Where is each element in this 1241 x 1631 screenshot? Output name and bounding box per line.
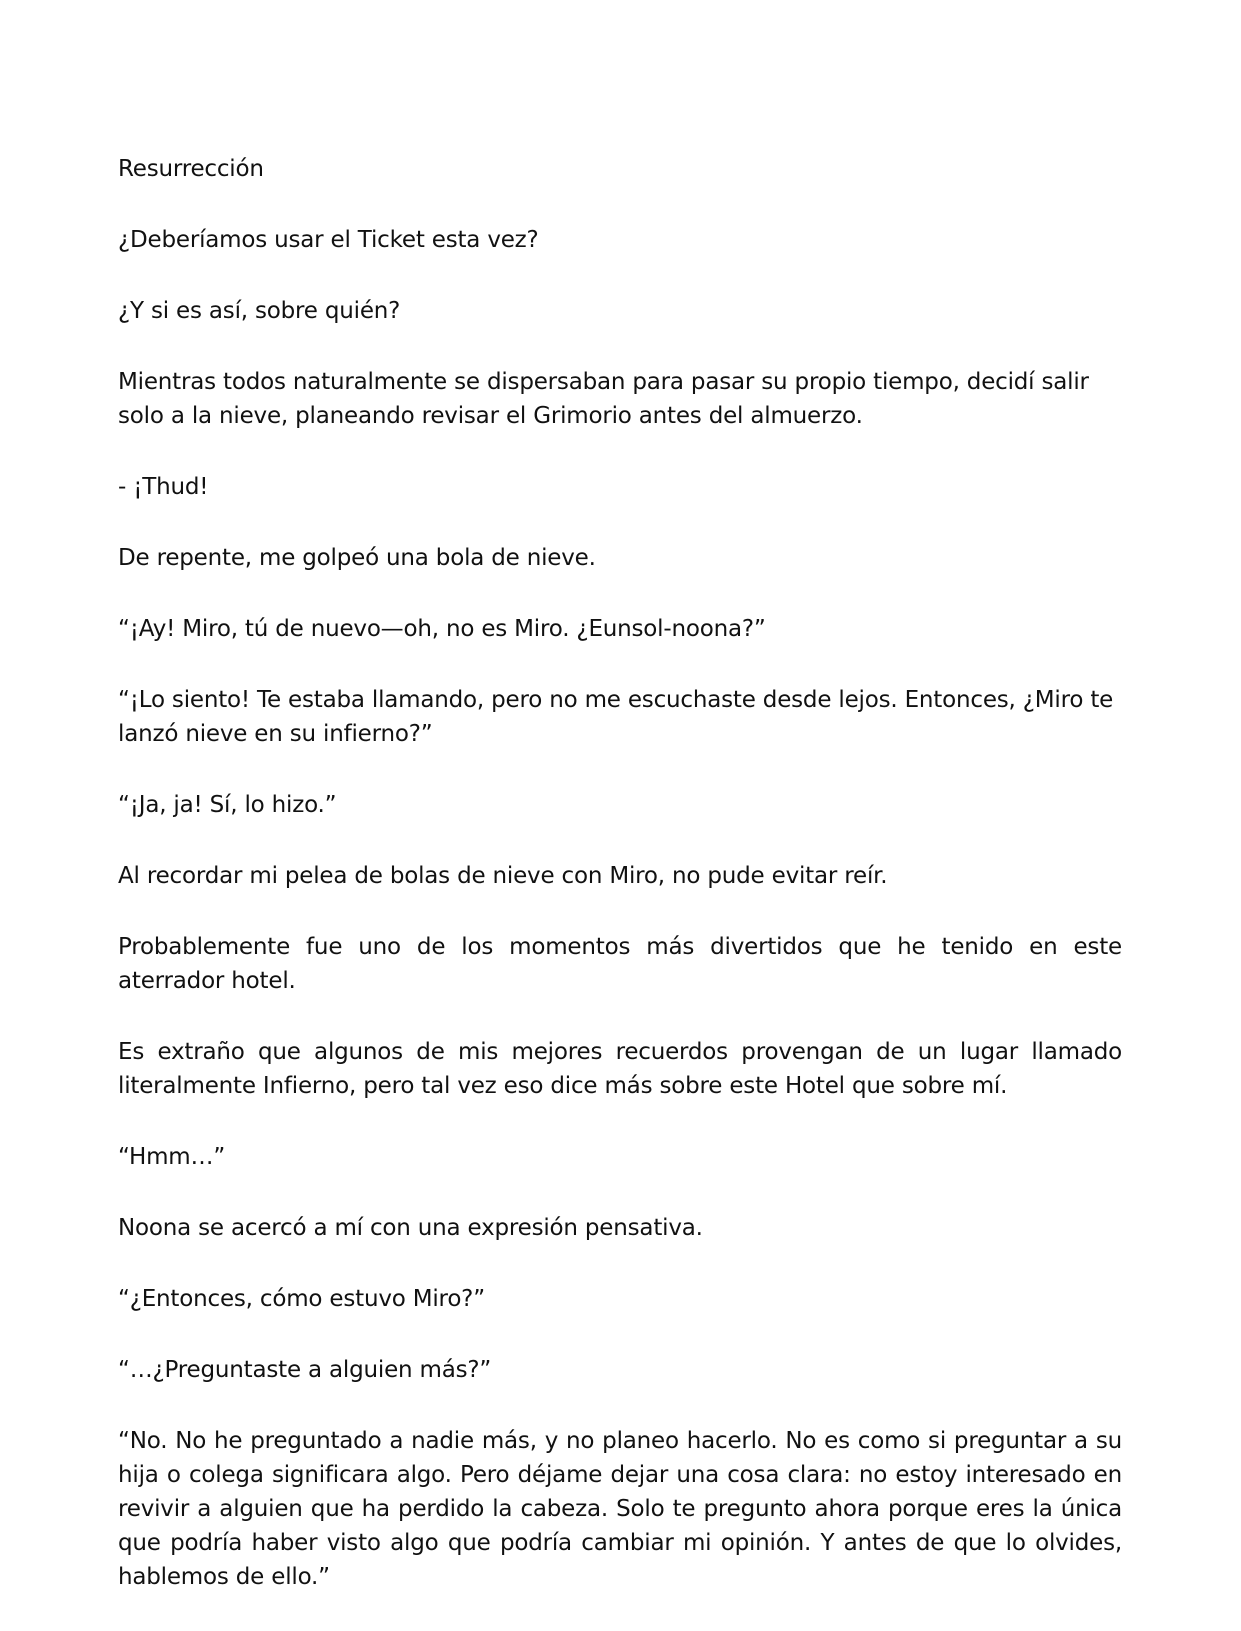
- paragraph: “Hmm…”: [118, 1144, 226, 1170]
- paragraph: Al recordar mi pelea de bolas de nieve con Miro, no pude evitar reír.: [118, 863, 888, 889]
- paragraph: ¿Y si es así, sobre quién?: [118, 298, 401, 324]
- document-title: Resurrección: [118, 156, 264, 182]
- paragraph: Probablemente fue uno de los momentos más divertidos que he tenido en este aterrador hotel.: [118, 934, 1122, 994]
- paragraph: Noona se acercó a mí con una expresión pensativa.: [118, 1215, 703, 1241]
- paragraph: ¿Deberíamos usar el Ticket esta vez?: [118, 227, 539, 253]
- paragraph: - ¡Thud!: [118, 474, 209, 500]
- paragraph: Es extraño que algunos de mis mejores recuerdos provengan de un lugar llamado literalmente Infierno, pero tal vez eso dice más sobre este Hotel que sobre mí.: [118, 1039, 1122, 1099]
- paragraph: “¡Lo siento! Te estaba llamando, pero no me escuchaste desde lejos. Entonces, ¿Miro te lanzó nieve en su infierno?”: [118, 687, 1114, 747]
- document-body: [118, 152, 1122, 1631]
- paragraph: De repente, me golpeó una bola de nieve.: [118, 545, 596, 571]
- paragraph: “¡Ay! Miro, tú de nuevo—oh, no es Miro. ¿Eunsol-noona?”: [118, 616, 766, 642]
- paragraph: “¿Entonces, cómo estuvo Miro?”: [118, 1286, 485, 1312]
- paragraph: “¡Ja, ja! Sí, lo hizo.”: [118, 792, 337, 818]
- paragraph: “No. No he preguntado a nadie más, y no planeo hacerlo. No es como si preguntar a su hija o colega significara algo. Pero déjame dejar una cosa clara: no estoy interesado en revivir a alguien que ha perdido la cabeza. Solo te pregunto ahora porque eres la única que podría haber visto algo que podría cambiar mi opinión. Y antes de que lo olvides, hablemos de ello.”: [118, 1428, 1122, 1590]
- paragraph: Mientras todos naturalmente se dispersaban para pasar su propio tiempo, decidí salir solo a la nieve, planeando revisar el Grimorio antes del almuerzo.: [118, 369, 1089, 429]
- paragraph: “…¿Preguntaste a alguien más?”: [118, 1357, 492, 1383]
